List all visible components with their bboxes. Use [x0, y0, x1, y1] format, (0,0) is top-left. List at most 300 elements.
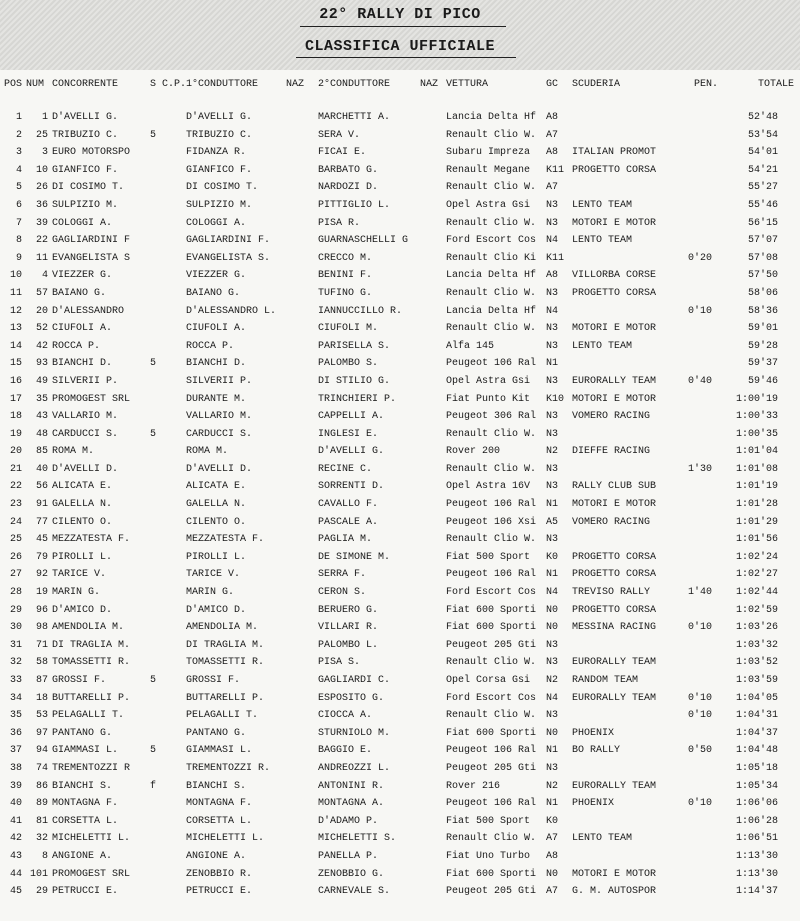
cell-gc: A8	[546, 270, 559, 282]
cell-vettura: Peugeot 106 Ral	[446, 358, 537, 370]
cell-conduttore2: CIOCCA A.	[318, 710, 373, 722]
cell-totale: 1:03'26	[735, 622, 778, 634]
cell-totale: 1:06'06	[735, 798, 778, 810]
cell-conduttore1: TRIBUZIO C.	[186, 129, 253, 141]
cell-pen: 0'10	[687, 622, 712, 634]
cell-conduttore1: BUTTARELLI P.	[186, 692, 265, 704]
cell-vettura: Peugeot 106 Ral	[446, 569, 537, 581]
cell-conduttore2: BENINI F.	[318, 270, 373, 282]
cell-totale: 1:05'34	[735, 780, 778, 792]
cell-concorrente: TARICE V.	[52, 569, 107, 581]
cell-conduttore1: CORSETTA L.	[186, 815, 253, 827]
cell-gc: A7	[546, 182, 559, 194]
table-row	[0, 409, 800, 427]
cell-num: 92	[35, 569, 48, 581]
cell-gc: K0	[546, 815, 559, 827]
cell-scuderia: BO RALLY	[572, 745, 621, 757]
cell-conduttore1: D'AVELLI D.	[186, 463, 253, 475]
cell-pos: 39	[9, 780, 22, 792]
cell-pos: 19	[9, 428, 22, 440]
cell-vettura: Renault Clio W.	[446, 833, 537, 845]
cell-concorrente: MARIN G.	[52, 587, 101, 599]
table-row	[0, 163, 800, 181]
col-totale: TOTALE	[758, 79, 795, 90]
cell-totale: 1:00'19	[735, 393, 778, 405]
cell-concorrente: ROMA M.	[52, 446, 95, 458]
cell-pos: 24	[9, 516, 22, 528]
cell-concorrente: ANGIONE A.	[52, 850, 113, 862]
table-row	[0, 867, 800, 885]
cell-concorrente: ROCCA P.	[52, 340, 101, 352]
table-row	[0, 620, 800, 638]
cell-totale: 1:03'52	[735, 657, 778, 669]
cell-totale: 57'50	[747, 270, 778, 282]
cell-scuderia: PROGETTO CORSA	[572, 164, 657, 176]
cell-num: 91	[35, 499, 48, 511]
cell-scuderia: PROGETTO CORSA	[572, 569, 657, 581]
table-row	[0, 743, 800, 761]
table-row	[0, 726, 800, 744]
cell-totale: 1:02'27	[735, 569, 778, 581]
cell-conduttore1: PELAGALLI T.	[186, 710, 259, 722]
cell-conduttore2: PARISELLA S.	[318, 340, 391, 352]
title-underline	[300, 26, 506, 27]
cell-num: 56	[35, 481, 48, 493]
cell-concorrente: GALELLA N.	[52, 499, 113, 511]
table-row	[0, 691, 800, 709]
cell-concorrente: EVANGELISTA S	[52, 252, 131, 264]
cell-conduttore1: GAGLIARDINI F.	[186, 235, 271, 247]
cell-conduttore1: VIEZZER G.	[186, 270, 247, 282]
cell-num: 1	[41, 112, 48, 123]
cell-pos: 26	[9, 551, 22, 563]
cell-conduttore1: SULPIZIO M.	[186, 199, 253, 211]
cell-vettura: Renault Clio W.	[446, 129, 537, 141]
cell-conduttore2: FICAI E.	[318, 147, 367, 159]
cell-num: 49	[35, 375, 48, 387]
table-row	[0, 374, 800, 392]
table-row	[0, 444, 800, 462]
cell-pos: 6	[15, 199, 22, 211]
cell-pos: 5	[15, 182, 22, 194]
cell-concorrente: DI TRAGLIA M.	[52, 639, 131, 651]
cell-conduttore1: DI TRAGLIA M.	[186, 639, 265, 651]
table-row	[0, 304, 800, 322]
cell-pen: 0'10	[687, 710, 712, 722]
cell-scuderia: MOTORI E MOTOR	[572, 393, 657, 405]
cell-num: 25	[35, 129, 48, 141]
cell-pen: 0'40	[687, 375, 712, 387]
table-row	[0, 884, 800, 902]
cell-pos: 30	[9, 622, 22, 634]
cell-concorrente: PROMOGEST SRL	[52, 393, 131, 405]
cell-num: 85	[35, 446, 48, 458]
cell-pen: 0'50	[687, 745, 712, 757]
col-naz2: NAZ	[420, 79, 439, 90]
table-row	[0, 831, 800, 849]
cell-gc: N1	[546, 358, 559, 370]
cell-conduttore1: ALICATA E.	[186, 481, 247, 493]
cell-vettura: Fiat 600 Sporti	[446, 622, 537, 634]
cell-conduttore2: GAGLIARDI C.	[318, 675, 391, 686]
cell-conduttore2: RECINE C.	[318, 463, 373, 475]
cell-conduttore1: DURANTE M.	[186, 393, 247, 405]
cell-concorrente: PELAGALLI T.	[52, 710, 125, 722]
cell-scuderia: PROGETTO CORSA	[572, 604, 657, 616]
cell-totale: 59'01	[747, 323, 778, 335]
cell-pos: 33	[9, 675, 22, 686]
table-row	[0, 392, 800, 410]
cell-vettura: Fiat 500 Sport	[446, 815, 531, 827]
cell-pos: 45	[9, 886, 22, 898]
cell-conduttore1: ANGIONE A.	[186, 850, 247, 862]
cell-scp: 5	[150, 745, 157, 757]
cell-num: 36	[35, 199, 48, 211]
cell-num: 71	[35, 639, 48, 651]
cell-scuderia: DIEFFE RACING	[572, 446, 651, 458]
cell-pos: 1	[15, 112, 22, 123]
cell-vettura: Renault Clio W.	[446, 428, 537, 440]
cell-gc: N2	[546, 780, 559, 792]
col-naz1: NAZ	[286, 79, 305, 90]
table-row	[0, 427, 800, 445]
cell-scuderia: VOMERO RACING	[572, 411, 651, 423]
cell-gc: N0	[546, 868, 559, 880]
table-row	[0, 339, 800, 357]
cell-pen: 0'10	[687, 798, 712, 810]
cell-gc: N3	[546, 340, 559, 352]
cell-scuderia: MOTORI E MOTOR	[572, 323, 657, 335]
table-row	[0, 198, 800, 216]
cell-conduttore2: DI STILIO G.	[318, 375, 391, 387]
cell-conduttore2: ANTONINI R.	[318, 780, 385, 792]
cell-num: 87	[35, 675, 48, 686]
cell-vettura: Peugeot 106 Xsi	[446, 516, 537, 528]
cell-gc: N3	[546, 762, 559, 774]
cell-num: 101	[29, 868, 48, 880]
cell-conduttore1: ROCCA P.	[186, 340, 235, 352]
cell-totale: 1:00'33	[735, 411, 778, 423]
cell-vettura: Ford Escort Cos	[446, 235, 537, 247]
cell-gc: A8	[546, 850, 559, 862]
cell-scp: 5	[150, 358, 157, 370]
cell-conduttore2: BARBATO G.	[318, 164, 379, 176]
cell-num: 3	[41, 147, 48, 159]
cell-conduttore2: PALOMBO S.	[318, 358, 379, 370]
cell-scuderia: ITALIAN PROMOT	[572, 147, 657, 159]
cell-totale: 1:01'19	[735, 481, 778, 493]
cell-pos: 44	[9, 868, 22, 880]
cell-vettura: Renault Clio Ki	[446, 252, 537, 264]
cell-conduttore2: CIUFOLI M.	[318, 323, 379, 335]
cell-scp: f	[150, 780, 157, 792]
cell-gc: A5	[546, 516, 559, 528]
cell-scp: 5	[150, 675, 157, 686]
cell-conduttore2: MICHELETTI S.	[318, 833, 397, 845]
table-row	[0, 796, 800, 814]
cell-concorrente: VIEZZER G.	[52, 270, 113, 282]
cell-totale: 1:06'51	[735, 833, 778, 845]
cell-conduttore2: CAPPELLI A.	[318, 411, 385, 423]
cell-scuderia: RANDOM TEAM	[572, 675, 639, 686]
cell-pos: 7	[15, 217, 22, 229]
cell-conduttore2: MONTAGNA A.	[318, 798, 385, 810]
table-row	[0, 585, 800, 603]
cell-pos: 11	[9, 287, 22, 299]
cell-conduttore2: PITTIGLIO L.	[318, 199, 391, 211]
cell-gc: N3	[546, 428, 559, 440]
cell-vettura: Renault Clio W.	[446, 463, 537, 475]
col-concorrente: CONCORRENTE	[52, 79, 119, 90]
cell-num: 98	[35, 622, 48, 634]
cell-num: 79	[35, 551, 48, 563]
cell-pen: 0'20	[687, 252, 712, 264]
cell-gc: K10	[546, 393, 565, 405]
cell-totale: 59'37	[747, 358, 778, 370]
cell-concorrente: ALICATA E.	[52, 481, 113, 493]
cell-conduttore2: D'ADAMO P.	[318, 815, 379, 827]
cell-conduttore2: VILLARI R.	[318, 622, 379, 634]
cell-scuderia: RALLY CLUB SUB	[572, 481, 657, 493]
cell-concorrente: CILENTO O.	[52, 516, 113, 528]
cell-concorrente: PIROLLI L.	[52, 551, 113, 563]
cell-scuderia: MOTORI E MOTOR	[572, 499, 657, 511]
cell-pos: 42	[9, 833, 22, 845]
table-row	[0, 479, 800, 497]
cell-conduttore2: CARNEVALE S.	[318, 886, 391, 898]
cell-totale: 1:01'08	[735, 463, 778, 475]
cell-conduttore2: D'AVELLI G.	[318, 446, 385, 458]
cell-num: 8	[41, 850, 48, 862]
cell-conduttore1: BIANCHI S.	[186, 780, 247, 792]
cell-pos: 12	[9, 305, 22, 317]
cell-num: 11	[35, 252, 48, 264]
cell-totale: 1:13'30	[735, 868, 778, 880]
table-row	[0, 268, 800, 286]
cell-gc: N3	[546, 639, 559, 651]
cell-gc: N3	[546, 217, 559, 229]
cell-vettura: Fiat Punto Kit	[446, 393, 531, 405]
cell-conduttore1: PIROLLI L.	[186, 551, 247, 563]
cell-num: 53	[35, 710, 48, 722]
cell-gc: K0	[546, 551, 559, 563]
cell-scuderia: PHOENIX	[572, 727, 615, 739]
cell-gc: A8	[546, 147, 559, 159]
cell-conduttore2: ZENOBBIO G.	[318, 868, 385, 880]
cell-num: 77	[35, 516, 48, 528]
table-row	[0, 356, 800, 374]
cell-num: 26	[35, 182, 48, 194]
cell-totale: 1:02'44	[735, 587, 778, 599]
cell-totale: 55'27	[747, 182, 778, 194]
cell-conduttore2: SORRENTI D.	[318, 481, 385, 493]
cell-gc: N3	[546, 463, 559, 475]
cell-pos: 3	[15, 147, 22, 159]
cell-pos: 43	[9, 850, 22, 862]
cell-pos: 38	[9, 762, 22, 774]
cell-concorrente: TREMENTOZZI R	[52, 762, 131, 774]
cell-concorrente: MICHELETTI L.	[52, 833, 131, 845]
cell-conduttore1: MEZZATESTA F.	[186, 534, 265, 546]
cell-conduttore2: TRINCHIERI P.	[318, 393, 397, 405]
cell-pos: 23	[9, 499, 22, 511]
cell-vettura: Opel Astra Gsi	[446, 375, 531, 387]
cell-conduttore1: GROSSI F.	[186, 675, 241, 686]
table-row	[0, 180, 800, 198]
cell-vettura: Subaru Impreza	[446, 147, 531, 159]
cell-scuderia: PHOENIX	[572, 798, 615, 810]
cell-totale: 59'46	[747, 375, 778, 387]
cell-conduttore2: PALOMBO L.	[318, 639, 379, 651]
cell-conduttore2: NARDOZI D.	[318, 182, 379, 194]
cell-concorrente: MONTAGNA F.	[52, 798, 119, 810]
cell-totale: 58'06	[747, 287, 778, 299]
cell-conduttore2: BERUERO G.	[318, 604, 379, 616]
cell-vettura: Renault Clio W.	[446, 534, 537, 546]
cell-totale: 1:01'04	[735, 446, 778, 458]
cell-concorrente: MEZZATESTA F.	[52, 534, 131, 546]
table-row	[0, 532, 800, 550]
cell-totale: 57'08	[747, 252, 778, 264]
cell-totale: 55'46	[747, 199, 778, 211]
cell-conduttore2: PANELLA P.	[318, 850, 379, 862]
cell-pos: 16	[9, 375, 22, 387]
cell-scuderia: LENTO TEAM	[572, 199, 633, 211]
cell-gc: N3	[546, 323, 559, 335]
cell-vettura: Opel Astra 16V	[446, 481, 531, 493]
cell-gc: N0	[546, 727, 559, 739]
table-row	[0, 321, 800, 339]
cell-scuderia: LENTO TEAM	[572, 235, 633, 247]
cell-pos: 40	[9, 798, 22, 810]
cell-gc: A7	[546, 129, 559, 141]
table-row	[0, 216, 800, 234]
cell-concorrente: VALLARIO M.	[52, 411, 119, 423]
cell-scuderia: LENTO TEAM	[572, 340, 633, 352]
cell-concorrente: BIANCHI S.	[52, 780, 113, 792]
cell-pos: 13	[9, 323, 22, 335]
cell-vettura: Renault Megane	[446, 164, 531, 176]
cell-num: 20	[35, 305, 48, 317]
cell-gc: N1	[546, 569, 559, 581]
cell-conduttore1: CILENTO O.	[186, 516, 247, 528]
cell-scuderia: LENTO TEAM	[572, 833, 633, 845]
cell-gc: N1	[546, 499, 559, 511]
cell-num: 74	[35, 762, 48, 774]
table-row	[0, 550, 800, 568]
cell-totale: 53'54	[747, 129, 778, 141]
cell-vettura: Fiat 600 Sporti	[446, 604, 537, 616]
cell-conduttore2: CAVALLO F.	[318, 499, 379, 511]
cell-concorrente: TRIBUZIO C.	[52, 129, 119, 141]
cell-concorrente: TOMASSETTI R.	[52, 657, 131, 669]
cell-gc: N2	[546, 446, 559, 458]
cell-vettura: Renault Clio W.	[446, 710, 537, 722]
cell-gc: K11	[546, 252, 565, 264]
cell-num: 48	[35, 428, 48, 440]
table-row	[0, 814, 800, 832]
cell-gc: A7	[546, 833, 559, 845]
cell-num: 96	[35, 604, 48, 616]
cell-vettura: Peugeot 205 Gti	[446, 639, 537, 651]
table-row	[0, 128, 800, 146]
cell-scuderia: G. M. AUTOSPOR	[572, 886, 657, 898]
cell-totale: 1:13'30	[735, 850, 778, 862]
table-row	[0, 286, 800, 304]
cell-concorrente: CIUFOLI A.	[52, 323, 113, 335]
cell-conduttore2: STURNIOLO M.	[318, 727, 391, 739]
cell-concorrente: EURO MOTORSPO	[52, 147, 131, 159]
cell-totale: 1:04'31	[735, 710, 778, 722]
cell-conduttore2: IANNUCCILLO R.	[318, 305, 403, 317]
cell-vettura: Lancia Delta Hf	[446, 270, 537, 282]
cell-conduttore2: INGLESI E.	[318, 428, 379, 440]
cell-concorrente: GIANFICO F.	[52, 164, 119, 176]
col-gc: GC	[546, 79, 559, 90]
cell-totale: 1:01'28	[735, 499, 778, 511]
cell-concorrente: AMENDOLIA M.	[52, 622, 125, 634]
cell-conduttore2: SERA V.	[318, 129, 361, 141]
cell-scp: 5	[150, 129, 157, 141]
cell-vettura: Peugeot 106 Ral	[446, 745, 537, 757]
table-row	[0, 515, 800, 533]
cell-concorrente: CARDUCCI S.	[52, 428, 119, 440]
cell-scuderia: MOTORI E MOTOR	[572, 217, 657, 229]
cell-vettura: Renault Clio W.	[446, 287, 537, 299]
cell-pos: 25	[9, 534, 22, 546]
cell-conduttore2: CRECCO M.	[318, 252, 373, 264]
cell-conduttore1: D'AMICO D.	[186, 604, 247, 616]
table-row	[0, 655, 800, 673]
cell-num: 57	[35, 287, 48, 299]
cell-conduttore1: ZENOBBIO R.	[186, 868, 253, 880]
cell-concorrente: GIAMMASI L.	[52, 745, 119, 757]
cell-concorrente: D'AVELLI D.	[52, 463, 119, 475]
cell-pos: 29	[9, 604, 22, 616]
table-row	[0, 110, 800, 128]
cell-gc: N0	[546, 622, 559, 634]
cell-totale: 1:02'59	[735, 604, 778, 616]
cell-gc: A8	[546, 112, 559, 123]
cell-conduttore2: MARCHETTI A.	[318, 112, 391, 123]
cell-scuderia: PROGETTO CORSA	[572, 287, 657, 299]
cell-pen: 0'10	[687, 305, 712, 317]
cell-concorrente: PANTANO G.	[52, 727, 113, 739]
cell-totale: 1:02'24	[735, 551, 778, 563]
table-row	[0, 233, 800, 251]
cell-totale: 54'21	[747, 164, 778, 176]
table-row	[0, 497, 800, 515]
table-row	[0, 462, 800, 480]
cell-totale: 1:03'32	[735, 639, 778, 651]
cell-vettura: Opel Astra Gsi	[446, 199, 531, 211]
cell-pos: 20	[9, 446, 22, 458]
cell-conduttore1: PANTANO G.	[186, 727, 247, 739]
cell-pos: 14	[9, 340, 22, 352]
cell-pos: 22	[9, 481, 22, 493]
cell-conduttore1: GALELLA N.	[186, 499, 247, 511]
cell-conduttore2: PISA S.	[318, 657, 361, 669]
cell-vettura: Peugeot 106 Ral	[446, 798, 537, 810]
cell-pen: 1'40	[687, 587, 712, 599]
cell-vettura: Lancia Delta Hf	[446, 112, 537, 123]
cell-totale: 1:01'29	[735, 516, 778, 528]
cell-num: 35	[35, 393, 48, 405]
cell-concorrente: CORSETTA L.	[52, 815, 119, 827]
cell-vettura: Peugeot 205 Gti	[446, 886, 537, 898]
cell-vettura: Alfa 145	[446, 340, 495, 352]
cell-num: 97	[35, 727, 48, 739]
